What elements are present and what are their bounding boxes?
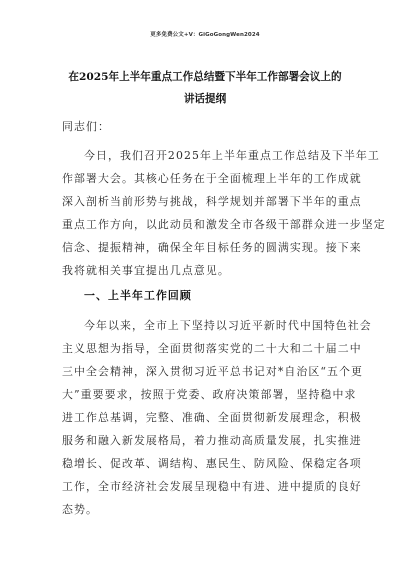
intro-line: 作部署大会。其核心任务在于全面梳理上半年的工作成就	[62, 172, 362, 185]
section-line: 态势。	[62, 503, 98, 516]
section-line: 三中全会精神，深入贯彻习近平总书记对*自治区“五个更	[62, 365, 363, 378]
intro-line: 我将就相关事宜提出几点意见。	[62, 264, 230, 277]
page-header: 更多免费公文+V：GiGoGongWen2024	[150, 32, 260, 38]
section-line: 今年以来，全市上下坚持以习近平新时代中国特色社会	[84, 319, 372, 332]
intro-line: 深入剖析当前形势与挑战，科学规划并部署下半年的重点	[62, 195, 362, 208]
section-line: 主义思想为指导，全面贯彻落实党的二十大和二十届二中	[62, 342, 362, 355]
intro-line: 信念、提振精神，确保全年目标任务的圆满实现。接下来	[62, 241, 362, 254]
section-line: 服务和融入新发展格局，着力推动高质量发展，扎实推进	[62, 434, 362, 447]
section-line: 进工作总基调，完整、准确、全面贯彻新发展理念，积极	[62, 411, 362, 424]
section-heading: 一、上半年工作回顾	[84, 289, 192, 302]
section-line: 稳增长、促改革、调结构、惠民生、防风险、保稳定各项	[62, 457, 362, 470]
intro-line: 重点工作方向，以此动员和激发全市各级干部群众进一步坚定	[62, 218, 386, 231]
document-title-line-1: 在2025年上半年重点工作总结暨下半年工作部署会议上的	[68, 71, 342, 83]
intro-line: 今日，我们召开2025年上半年重点工作总结及下半年工	[84, 149, 380, 162]
section-line: 大”重要要求，按照于党委、政府决策部署，坚持稳中求	[62, 388, 357, 401]
section-line: 工作，全市经济社会发展呈现稳中有进、进中提质的良好	[62, 480, 362, 493]
document-title-line-2: 讲话提纲	[183, 93, 227, 105]
salutation: 同志们：	[62, 120, 110, 133]
